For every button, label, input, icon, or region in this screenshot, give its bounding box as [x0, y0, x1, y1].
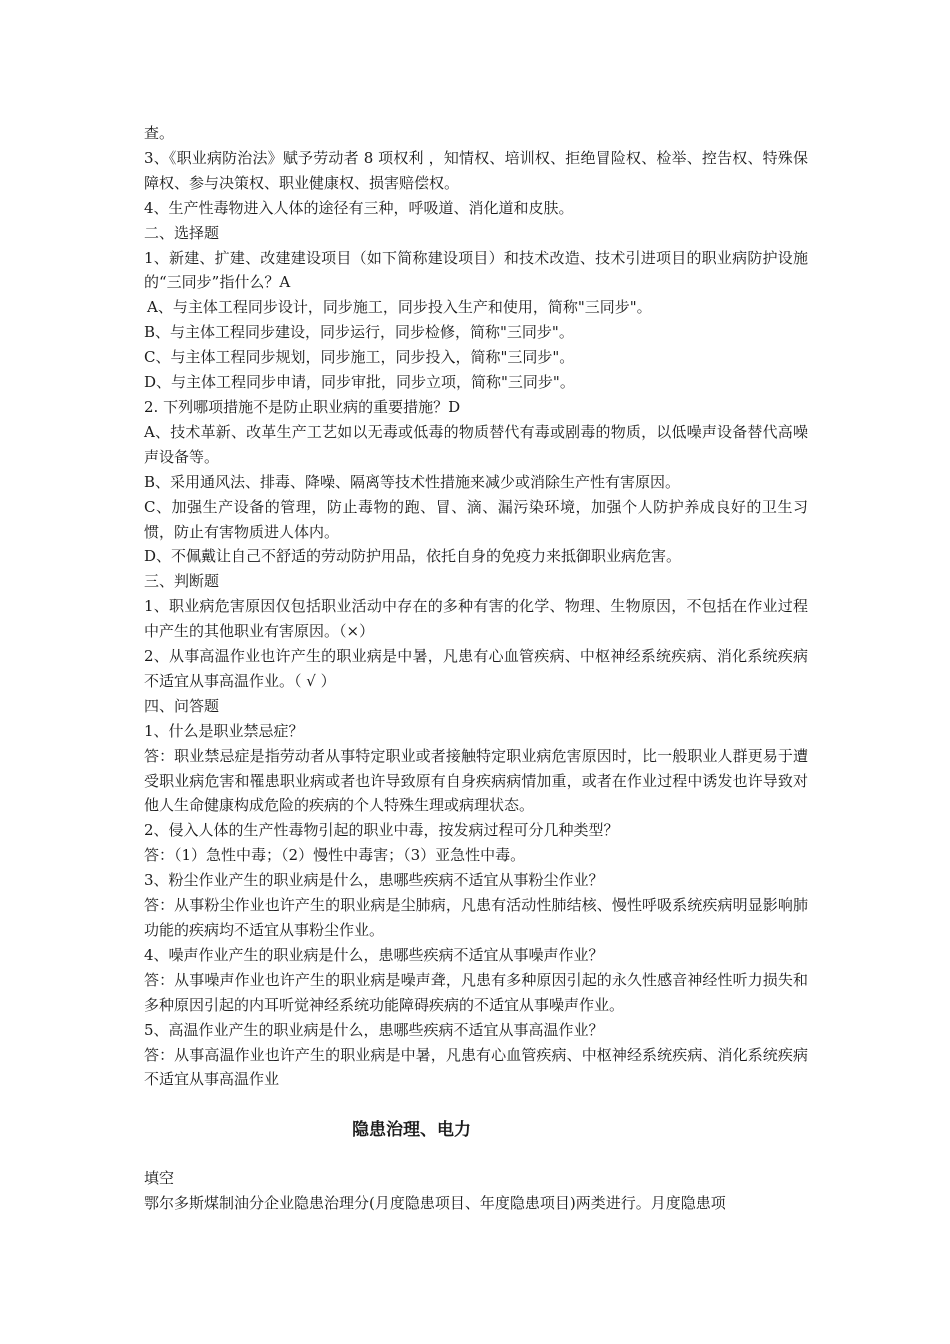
statement: 1、职业病危害原因仅包括职业活动中存在的多种有害的化学、物理、生物原因，不包括在作业过程中产生的其他职业有害原因。（×）	[144, 597, 808, 641]
answer: 答：从事粉尘作业也许产生的职业病是尘肺病，凡患有活动性肺结核、慢性呼吸系统疾病明显影响肺功能的疾病均不适宜从事粉尘作业。	[144, 896, 808, 939]
paragraph: 鄂尔多斯煤制油分企业隐患治理分(月度隐患项目、年度隐患项目)两类进行。月度隐患项	[144, 1194, 726, 1213]
question: 5、高温作业产生的职业病是什么，患哪些疾病不适宜从事高温作业？	[144, 1020, 604, 1039]
option: C、加强生产设备的管理，防止毒物的跑、冒、滴、漏污染环境，加强个人防护养成良好的卫生习惯，防止有害物质进人体内。	[144, 497, 808, 541]
question: 2、侵入人体的生产性毒物引起的职业中毒，按发病过程可分几种类型？	[144, 821, 619, 840]
section-heading: 二、选择题	[144, 223, 220, 242]
paragraph: 查。	[144, 124, 175, 142]
option: A、与主体工程同步设计，同步施工，同步投入生产和使用，简称"三同步"。	[147, 298, 652, 317]
paragraph: 3、《职业病防治法》赋予劳动者 8 项权利 ，知情权、培训权、拒绝冒险权、检举、控告权、特殊保障权、参与决策权、职业健康权、损害赔偿权。	[144, 148, 808, 192]
document-page	[144, 121, 808, 1216]
option: A、技术革新、改革生产工艺如以无毒或低毒的物质替代有毒或剧毒的物质，以低噪声设备替代高噪声设备等。	[144, 422, 808, 466]
question: 1、什么是职业禁忌症？	[144, 721, 304, 740]
option: B、与主体工程同步建设，同步运行，同步检修，简称"三同步"。	[144, 323, 574, 342]
question: 2. 下列哪项措施不是防止职业病的重要措施？D	[144, 397, 461, 416]
option: D、与主体工程同步申请，同步审批，同步立项，简称"三同步"。	[144, 373, 575, 392]
section-heading: 四、问答题	[144, 696, 220, 715]
answer: 答：职业禁忌症是指劳动者从事特定职业或者接触特定职业病危害原因时，比一般职业人群更易于遭受职业病危害和罹患职业病或者也许导致原有自身疾病病情加重，或者在作业过程中诱发也许导致对他人生命健康构成危险的疾病的个人特殊生理或病理状态。	[144, 746, 808, 815]
content-block-1	[144, 121, 808, 1092]
section-title: 隐患治理、电力	[352, 1120, 471, 1141]
question: 3、粉尘作业产生的职业病是什么，患哪些疾病不适宜从事粉尘作业？	[144, 871, 604, 890]
statement: 2、从事高温作业也许产生的职业病是中暑，凡患有心血管疾病、中枢神经系统疾病、消化系统疾病不适宜从事高温作业。（ √ ）	[144, 647, 808, 690]
option: D、不佩戴让自己不舒适的劳动防护用品，依托自身的免疫力来抵御职业病危害。	[144, 547, 682, 566]
content-block-2	[144, 1166, 808, 1216]
option: C、与主体工程同步规划，同步施工，同步投入，简称"三同步"。	[144, 348, 575, 367]
answer: 答：从事噪声作业也许产生的职业病是噪声聋，凡患有多种原因引起的永久性感音神经性听力损失和多种原因引起的内耳听觉神经系统功能障碍疾病的不适宜从事噪声作业。	[144, 970, 808, 1014]
question: 1、新建、扩建、改建建设项目（如下简称建设项目）和技术改造、技术引进项目的职业病防护设施的“三同步”指什么？A	[144, 248, 808, 292]
section-heading: 三、判断题	[144, 572, 220, 591]
answer: 答：从事高温作业也许产生的职业病是中暑，凡患有心血管疾病、中枢神经系统疾病、消化系统疾病不适宜从事高温作业	[144, 1045, 808, 1089]
question: 4、噪声作业产生的职业病是什么，患哪些疾病不适宜从事噪声作业？	[144, 945, 604, 964]
option: B、采用通风法、排毒、降噪、隔离等技术性措施来减少或消除生产性有害原因。	[144, 472, 681, 491]
paragraph: 4、生产性毒物进入人体的途径有三种，呼吸道、消化道和皮肤。	[144, 198, 574, 217]
answer: 答：（1）急性中毒；（2）慢性中毒害；（3）亚急性中毒。	[144, 846, 526, 865]
section-heading: 填空	[144, 1169, 175, 1188]
